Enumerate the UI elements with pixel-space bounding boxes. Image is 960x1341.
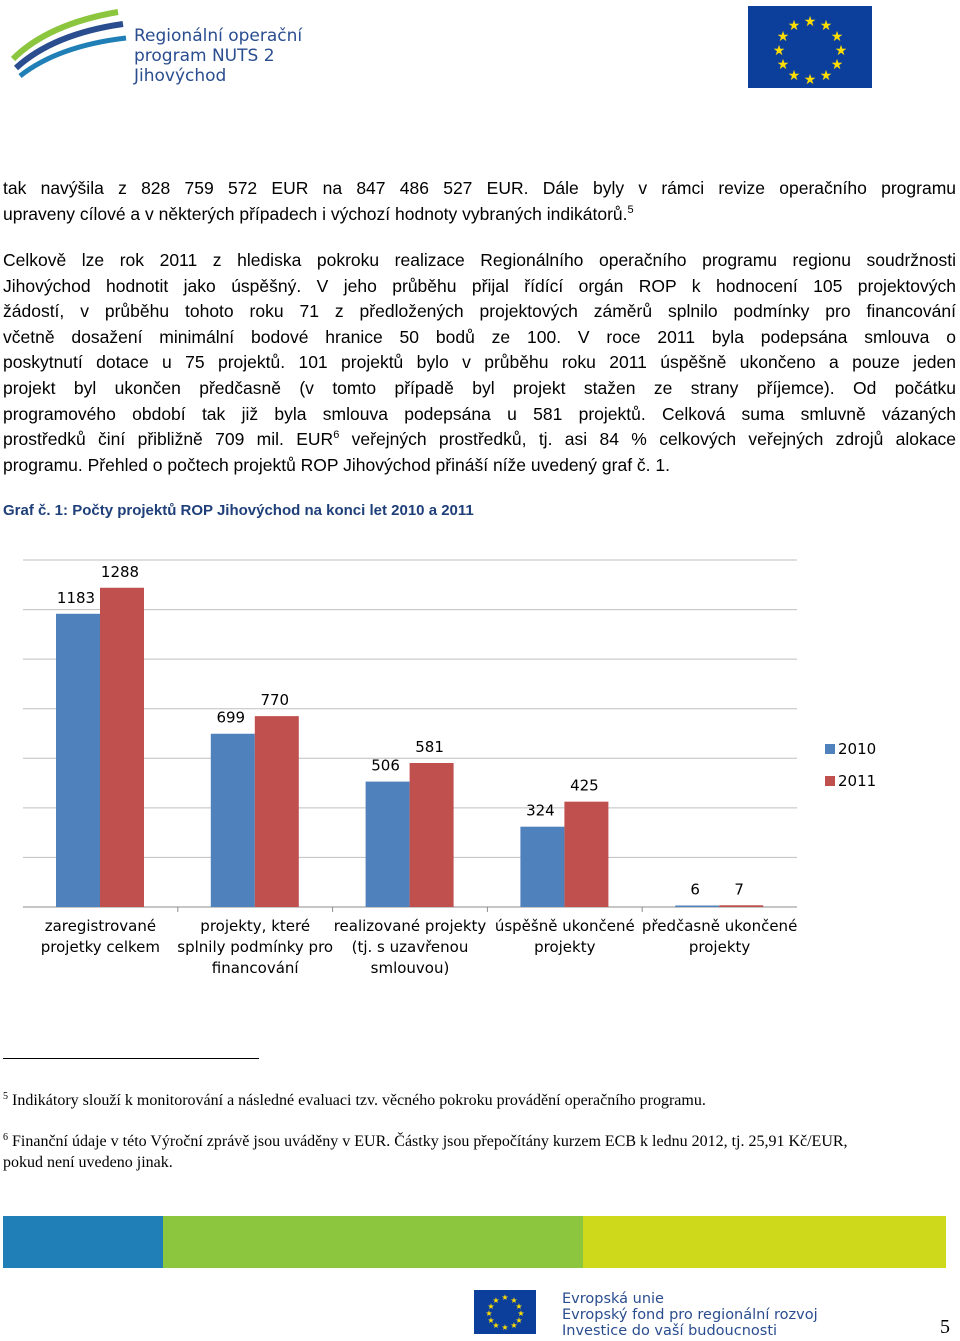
- svg-text:★: ★: [830, 29, 844, 45]
- category-label: předčasně ukončené: [641, 917, 798, 935]
- svg-text:★: ★: [492, 1296, 500, 1305]
- footnote-text: pokud není uvedeno jinak.: [3, 1154, 173, 1171]
- text-line: včetně dosažení minimální bodové hranice 50 bodů ze 100. V roce 2011 byla podepsána smlouva o: [3, 326, 956, 347]
- footnote-ref[interactable]: 6: [333, 429, 340, 442]
- footnote-number: 6: [3, 1132, 8, 1143]
- bar-2011: [410, 763, 454, 907]
- svg-text:★: ★: [487, 1316, 495, 1325]
- text-line-content: veřejných prostředků, tj. asi 84 % celkových veřejných zdrojů alokace: [339, 429, 956, 450]
- text-line: [3, 202, 956, 228]
- svg-text:★: ★: [510, 1321, 518, 1330]
- page-number: 5: [940, 1316, 950, 1338]
- category-label: (tj. s uzavřenou: [351, 938, 469, 956]
- paragraph-1: [3, 176, 956, 227]
- data-label: 1183: [56, 588, 96, 607]
- category-label: splnily podmínky pro: [177, 938, 334, 956]
- text-line: žádostí, v průběhu tohoto roku 71 z předložených projektových záměrů splnilo podmínky pro financování: [3, 301, 956, 322]
- legend-label: 2010: [838, 740, 877, 758]
- category-label: projekty: [534, 938, 596, 956]
- text-line: projekt byl ukončen předčasně (v tomto případě byl projekt stažen ze strany příjemce). Od počátku: [3, 377, 956, 398]
- category-label: projetky celkem: [40, 938, 161, 956]
- footnote-text: Finanční údaje v této Výroční zprávě jsou uváděny v EUR. Částky jsou přepočítány kurzem ECB k lednu 2012, tj. 25,91 Kč/EUR,: [12, 1133, 848, 1150]
- svg-text:★: ★: [515, 1316, 523, 1325]
- data-label: 506: [371, 756, 400, 775]
- category-label: smlouvou): [370, 959, 450, 977]
- svg-text:★: ★: [492, 1321, 500, 1330]
- legend-label: 2011: [838, 772, 877, 790]
- bar-chart: [0, 545, 960, 995]
- svg-text:★: ★: [485, 1309, 493, 1318]
- svg-text:★: ★: [517, 1309, 525, 1318]
- text-line: [3, 427, 956, 453]
- logo-line-2: program NUTS 2: [134, 46, 275, 66]
- bar-2010: [366, 782, 410, 907]
- bar-2010: [520, 827, 564, 907]
- category-label: úspěšně ukončené: [494, 917, 635, 935]
- logo-line-3: Jihovýchod: [134, 66, 227, 86]
- footnote-number: 5: [3, 1091, 8, 1102]
- footnote-5: [3, 1090, 953, 1111]
- eu-line-2: Evropský fond pro regionální rozvoj: [562, 1307, 818, 1323]
- footnote-text: Indikátory slouží k monitorování a následné evaluaci tzv. věcného pokroku provádění operačního programu.: [12, 1092, 706, 1109]
- svg-text:★: ★: [776, 29, 790, 45]
- bar-2010: [56, 614, 100, 907]
- footer-color-band: [3, 1216, 946, 1268]
- svg-text:★: ★: [515, 1302, 523, 1311]
- svg-text:★: ★: [501, 1293, 509, 1302]
- text-line-content: upraveny cílové a v některých případech i výchozí hodnoty vybraných indikátorů.: [3, 203, 628, 224]
- bar-2011: [255, 716, 299, 907]
- text-line: Jihovýchod hodnotit jako úspěšný. V jeho průběhu přijal řídící orgán ROP k hodnocení 105 projektových: [3, 275, 956, 296]
- eu-line-1: Evropská unie: [562, 1291, 664, 1307]
- svg-text:★: ★: [830, 57, 844, 73]
- logo-line-1: Regionální operační: [134, 26, 303, 46]
- paragraph-2: [3, 248, 956, 478]
- text-line-content: prostředků činí přibližně 709 mil. EUR: [3, 429, 334, 450]
- category-label: realizované projekty: [333, 917, 487, 935]
- svg-text:★: ★: [776, 57, 790, 73]
- footnote-divider: [3, 1058, 259, 1059]
- data-label: 425: [570, 776, 599, 795]
- text-line: tak navýšila z 828 759 572 EUR na 847 486 527 EUR. Dále byly v rámci revize operačního programu: [3, 178, 956, 198]
- data-label: 1288: [100, 562, 140, 581]
- bar-2010: [211, 734, 255, 907]
- graph-title: Graf č. 1: Počty projektů ROP Jihovýchod na konci let 2010 a 2011: [3, 502, 474, 519]
- logo-text: [134, 26, 302, 86]
- legend-swatch: [825, 776, 835, 786]
- logo-swoosh-icon: [13, 12, 126, 76]
- svg-text:★: ★: [501, 1323, 509, 1332]
- data-label: 770: [260, 691, 290, 710]
- svg-text:★: ★: [787, 68, 801, 84]
- svg-text:★: ★: [819, 68, 833, 84]
- bar-2011: [564, 802, 608, 907]
- category-label: financování: [211, 959, 299, 977]
- category-label: projekty, které: [200, 917, 311, 935]
- data-label: 324: [526, 801, 555, 820]
- svg-text:★: ★: [487, 1302, 495, 1311]
- eu-flag-icon: [748, 6, 872, 88]
- text-line: programového období tak již byla smlouva podepsána u 581 projektů. Celková suma smluvně vázaných: [3, 403, 956, 424]
- bar-2010: [675, 906, 719, 907]
- data-label: 581: [415, 737, 444, 756]
- svg-text:★: ★: [803, 72, 817, 88]
- data-label: 7: [734, 880, 744, 899]
- footnote-6: [3, 1131, 953, 1173]
- text-line: Celkově lze rok 2011 z hlediska pokroku realizace Regionálního operačního programu regionu soudržnosti: [3, 250, 956, 270]
- bar-2011: [719, 905, 763, 907]
- eu-line-3: Investice do vaší budoucnosti: [562, 1323, 778, 1339]
- data-label: 6: [690, 880, 700, 899]
- bar-2011: [100, 588, 144, 907]
- category-label: projekty: [688, 938, 751, 956]
- eu-flag-small-icon: [474, 1290, 536, 1334]
- svg-text:★: ★: [510, 1296, 518, 1305]
- footnote-ref[interactable]: 5: [627, 203, 634, 216]
- text-line: programu. Přehled o počtech projektů ROP Jihovýchod přináší níže uvedený graf č. 1.: [3, 454, 670, 475]
- eu-footer-text: [562, 1291, 818, 1339]
- svg-text:★: ★: [787, 18, 801, 34]
- category-label: zaregistrované: [44, 917, 157, 935]
- svg-text:★: ★: [772, 43, 786, 59]
- svg-text:★: ★: [803, 14, 817, 30]
- svg-text:★: ★: [819, 18, 833, 34]
- text-line: poskytnutí dotace u 75 projektů. 101 projektů bylo v průběhu roku 2011 úspěšně ukončeno a pouze jeden: [3, 352, 956, 373]
- svg-text:★: ★: [834, 43, 848, 59]
- data-label: 699: [216, 708, 246, 727]
- legend-swatch: [825, 744, 835, 754]
